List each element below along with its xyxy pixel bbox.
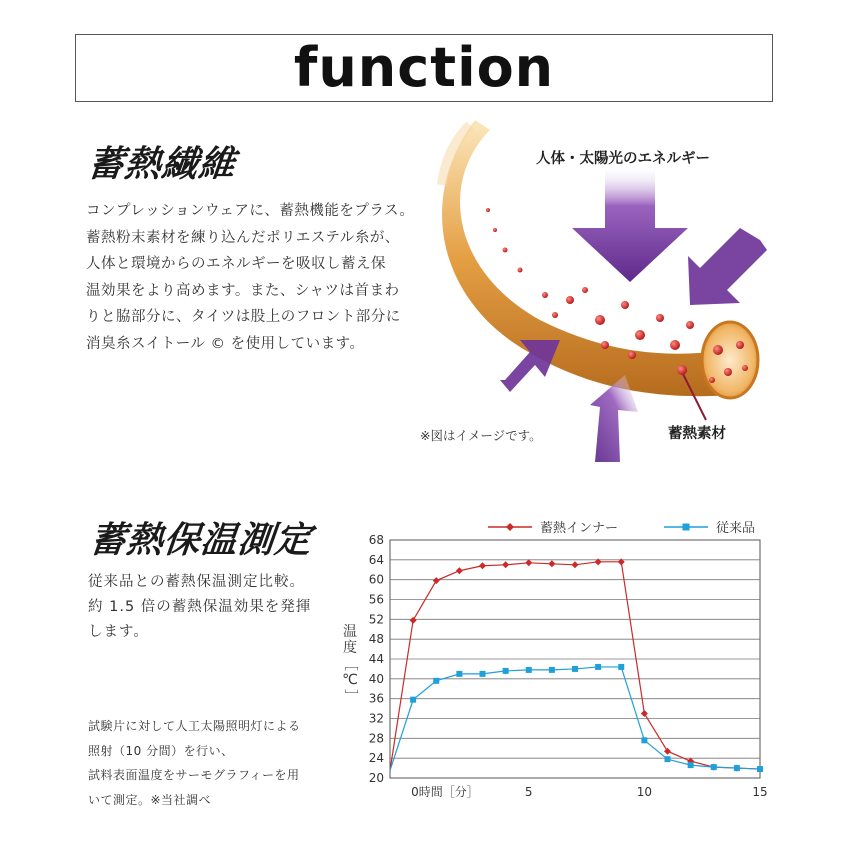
data-point [433,577,440,584]
y-axis-label-char: 度 [343,640,357,656]
legend-marker [683,524,690,531]
description-line: 約 1.5 倍の蓄熱保温効果を発揮 [88,599,312,615]
y-tick-label: 44 [368,652,384,666]
description-line: りと脇部分に、タイツは股上のフロント部分に [86,309,401,325]
data-point [572,666,578,672]
heat-storage-fiber-heading: 蓄熱繊維 [85,144,238,185]
y-tick-label: 68 [368,533,384,547]
legend-marker [506,523,514,531]
description-line: します。 [88,624,149,640]
x-tick-labels [411,784,768,799]
data-point [641,710,648,717]
data-point [480,671,486,677]
legend-label: 蓄熱インナー [540,521,619,536]
y-tick-label: 60 [368,572,384,587]
data-point [410,697,416,703]
data-point [572,561,579,568]
legend-label: 従来品 [716,521,756,536]
description-line: 温効果をより高めます。また、シャツは首まわ [86,282,400,299]
y-tick-labels [369,533,384,785]
x-tick-label: 5 [524,785,533,799]
y-tick-label: 52 [368,612,384,627]
data-point [525,559,532,566]
page-title: function [293,36,555,99]
y-tick-label: 28 [368,731,384,746]
description-line: 蓄熱粉末素材を練り込んだポリエステル糸が、 [86,229,400,246]
y-axis-label-char: ［ [342,657,358,671]
x-tick-label: 0時間［分］ [411,785,479,799]
data-point [664,748,671,755]
description-line: 消臭糸スイトール © を使用しています。 [86,335,365,352]
data-point [595,558,602,565]
y-axis-label-char: ］ [342,689,358,703]
chart-legend [488,520,755,536]
y-tick-label: 64 [368,552,384,567]
image-note: ※図はイメージです。 [420,428,542,443]
data-point [711,764,717,770]
description-line: コンプレッションウェアに、蓄熱機能をプラス。 [86,203,415,219]
chart-series [390,558,764,772]
data-point [618,558,625,565]
data-point [410,617,417,624]
y-tick-label: 32 [368,711,384,726]
data-point [456,671,462,677]
data-point [548,560,555,567]
x-tick-label: 10 [636,785,653,799]
data-point [618,664,624,670]
material-label: 蓄熱素材 [668,426,726,442]
data-point [526,667,532,673]
data-point [641,737,647,743]
data-point [433,678,439,684]
data-point [688,762,694,768]
data-point [456,567,463,574]
y-axis-label-char: ℃ [342,672,358,688]
y-axis-label-char: 温 [343,624,357,640]
note-line: 試料表面温度をサーモグラフィーを用 [88,768,300,782]
data-point [757,766,763,772]
data-point [734,765,740,771]
y-tick-label: 20 [368,771,384,785]
chart-grid [390,540,760,778]
note-line: 照射（10 分間）を行い、 [88,743,234,758]
data-point [549,667,555,673]
note-line: 試験片に対して人工太陽照明灯による [88,719,301,733]
description-line: 従来品との蓄熱保温測定比較。 [88,574,305,590]
description-line: 人体と環境からのエネルギーを吸収し蓄え保 [86,256,386,272]
y-tick-label: 24 [368,751,384,766]
data-point [502,561,509,568]
data-point [665,756,671,762]
y-tick-label: 40 [368,671,384,686]
data-point [595,664,601,670]
heat-retention-test-heading: 蓄熱保温測定 [87,520,314,561]
y-tick-label: 56 [368,592,384,607]
energy-label: 人体・太陽光のエネルギー [536,151,710,167]
note-line: いて測定。※当社調べ [88,792,212,807]
x-tick-label: 15 [752,785,768,799]
y-tick-label: 36 [368,691,384,706]
y-tick-label: 48 [368,632,384,647]
data-point [503,668,509,674]
data-point [479,562,486,569]
